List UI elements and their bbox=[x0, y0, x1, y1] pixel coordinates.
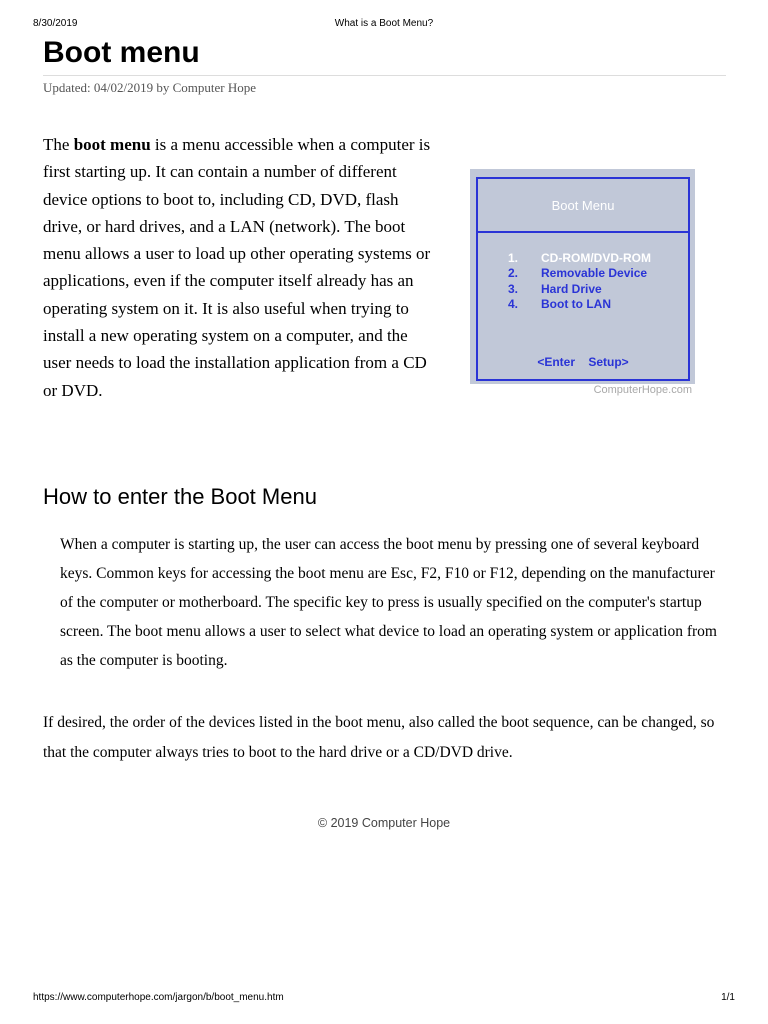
print-page-count: 1/1 bbox=[721, 992, 735, 1003]
boot-device-item bbox=[508, 282, 651, 297]
print-date: 8/30/2019 bbox=[33, 18, 78, 29]
print-url: https://www.computerhope.com/jargon/b/boot_menu.htm bbox=[33, 992, 284, 1003]
print-header bbox=[0, 18, 768, 32]
intro-rest: is a menu accessible when a computer is first starting up. It can contain a number of different device options to boot to, including CD, DVD, flash drive, or hard drives, and a LAN (network). The boot menu allows a user to load up other operating systems or applications, even if the computer itself already has an operating system on it. It is also useful when trying to install a new operating system on a computer, and the user needs to load the installation application from a CD or DVD. bbox=[43, 135, 431, 400]
page-title: Boot menu bbox=[43, 36, 200, 69]
boot-menu-screenshot bbox=[470, 169, 695, 384]
boot-device-label: Boot to LAN bbox=[541, 296, 611, 311]
intro-paragraph bbox=[43, 131, 438, 404]
boot-menu-frame bbox=[476, 177, 690, 381]
intro-bold-term: boot menu bbox=[73, 135, 151, 154]
boot-device-label: Removable Device bbox=[541, 266, 648, 281]
boot-device-item bbox=[508, 266, 651, 281]
image-watermark: ComputerHope.com bbox=[593, 384, 692, 396]
intro-lead: The bbox=[43, 135, 74, 154]
boot-order-paragraph: If desired, the order of the devices listed in the boot menu, also called the boot sequence, can be changed, so that the computer always tries to boot to the hard drive or a CD/DVD drive. bbox=[43, 714, 715, 761]
boot-device-number: 2. bbox=[508, 266, 519, 281]
boot-menu-figure bbox=[470, 169, 695, 399]
boot-device-number: 1. bbox=[508, 251, 519, 265]
how-to-paragraph: When a computer is starting up, the user can access the boot menu by pressing one of several keyboard keys. Common keys for accessing the boot menu are Esc, F2, F10 or F12, depending on the manufacturer of the computer or motherboard. The specific key to press is usually specified on the computer's startup screen. The boot menu allows a user to select what device to load an operating system or application from as the computer is booting. bbox=[60, 536, 717, 669]
boot-device-item bbox=[508, 297, 651, 312]
boot-menu-footer: <Enter Setup> bbox=[537, 355, 629, 369]
boot-device-label: CD-ROM/DVD-ROM bbox=[541, 251, 651, 265]
boot-device-label: Hard Drive bbox=[541, 281, 602, 296]
boot-device-list bbox=[508, 251, 651, 312]
print-footer bbox=[0, 992, 768, 1006]
title-divider bbox=[43, 75, 726, 76]
boot-device-number: 4. bbox=[508, 296, 519, 311]
boot-menu-header: Boot Menu bbox=[478, 179, 688, 233]
print-page-title: What is a Boot Menu? bbox=[334, 18, 434, 29]
section-heading: How to enter the Boot Menu bbox=[43, 484, 317, 509]
boot-device-number: 3. bbox=[508, 281, 519, 296]
boot-device-item bbox=[508, 251, 651, 266]
updated-byline: Updated: 04/02/2019 by Computer Hope bbox=[43, 80, 257, 95]
copyright-notice: © 2019 Computer Hope bbox=[317, 816, 451, 830]
